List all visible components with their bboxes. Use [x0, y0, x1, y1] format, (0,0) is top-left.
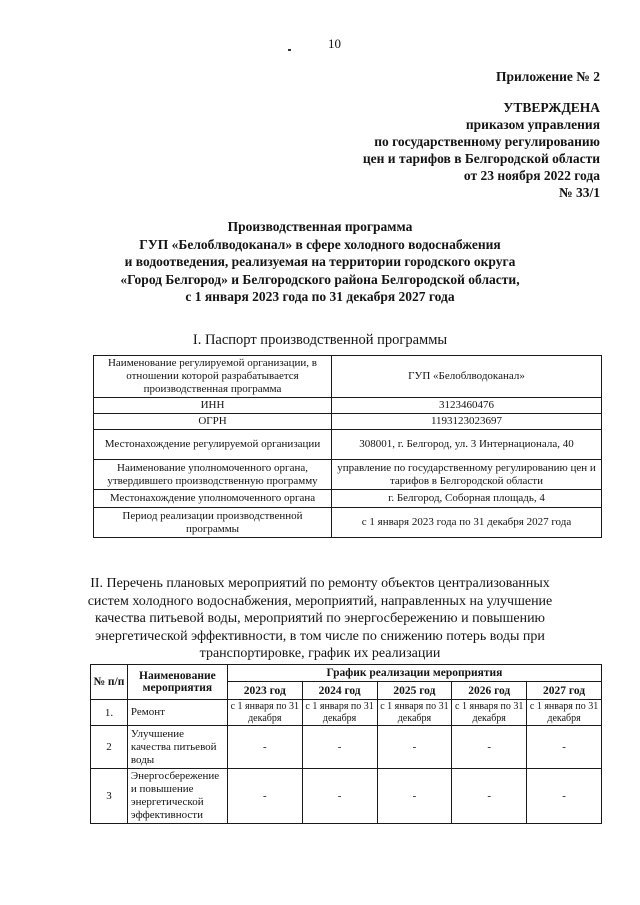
- row-name: Ремонт: [127, 700, 227, 726]
- title-line-1: Производственная программа: [227, 219, 413, 234]
- section2-line-5: транспортировке, график их реализации: [199, 646, 441, 661]
- table-row: [94, 356, 602, 398]
- table-row: [91, 700, 602, 726]
- column-header-name: Наименование мероприятия: [127, 665, 227, 700]
- empty-cell: -: [302, 726, 377, 769]
- approval-block: [300, 68, 600, 201]
- period-cell: с 1 января по 31 декабря: [377, 700, 452, 726]
- empty-cell: -: [527, 726, 602, 769]
- empty-cell: -: [227, 726, 302, 769]
- period-cell: с 1 января по 31 декабря: [527, 700, 602, 726]
- section2-title: [70, 575, 570, 663]
- row-label: Наименование уполномоченного органа, утвердившего производственную программу: [94, 460, 332, 490]
- document-title: [60, 218, 580, 306]
- table-row: [91, 726, 602, 769]
- approval-line-1: приказом управления: [465, 117, 600, 132]
- spacer: [300, 85, 600, 99]
- header-row: [91, 665, 602, 682]
- row-value: с 1 января 2023 года по 31 декабря 2027 года: [332, 508, 602, 538]
- empty-cell: -: [302, 769, 377, 824]
- row-number: 2: [91, 726, 128, 769]
- row-label: ИНН: [94, 398, 332, 414]
- row-number: 1.: [91, 700, 128, 726]
- approval-line-4: от 23 ноября 2022 года: [463, 168, 600, 183]
- table-row: [94, 460, 602, 490]
- row-value: 308001, г. Белгород, ул. 3 Интернационала, 40: [332, 430, 602, 460]
- table-row: [91, 769, 602, 824]
- row-label: Местонахождение регулируемой организации: [94, 430, 332, 460]
- section2-line-4: энергетической эффективности, в том числе по снижению потерь воды при: [95, 628, 545, 644]
- year-header: 2024 год: [302, 682, 377, 700]
- row-name: Энергосбережение и повышение энергетической эффективности: [127, 769, 227, 824]
- empty-cell: -: [377, 726, 452, 769]
- approved-label: УТВЕРЖДЕНА: [503, 100, 600, 115]
- period-cell: с 1 января по 31 декабря: [452, 700, 527, 726]
- column-header-schedule: График реализации мероприятия: [227, 665, 601, 682]
- empty-cell: -: [452, 726, 527, 769]
- table-row: [94, 414, 602, 430]
- empty-cell: -: [377, 769, 452, 824]
- scan-dot: [288, 49, 291, 51]
- year-header: 2023 год: [227, 682, 302, 700]
- row-number: 3: [91, 769, 128, 824]
- title-line-2: ГУП «Белоблводоканал» в сфере холодного водоснабжения: [139, 236, 501, 252]
- page-number: 10: [328, 36, 341, 51]
- empty-cell: -: [227, 769, 302, 824]
- section1-title: I. Паспорт производственной программы: [192, 332, 448, 348]
- table-row: [94, 508, 602, 538]
- period-cell: с 1 января по 31 декабря: [302, 700, 377, 726]
- section2-line-1: II. Перечень плановых мероприятий по ремонту объектов централизованных: [90, 576, 550, 591]
- appendix-label: Приложение № 2: [496, 69, 600, 84]
- row-label: ОГРН: [94, 414, 332, 430]
- table-row: [94, 398, 602, 414]
- passport-table: [93, 355, 602, 538]
- table-row: [94, 430, 602, 460]
- column-header-num: № п/п: [91, 665, 128, 700]
- approval-line-2: по государственному регулированию: [374, 134, 600, 149]
- row-value: г. Белгород, Соборная площадь, 4: [332, 490, 602, 508]
- row-label: Местонахождение уполномоченного органа: [94, 490, 332, 508]
- row-value: ГУП «Белоблводоканал»: [332, 356, 602, 398]
- section2-line-3: качества питьевой воды, мероприятий по энергосбережению и повышению: [94, 611, 546, 626]
- row-label: Наименование регулируемой организации, в отношении которой разрабатывается производственная программа: [94, 356, 332, 398]
- year-header: 2025 год: [377, 682, 452, 700]
- row-label: Период реализации производственной программы: [94, 508, 332, 538]
- approval-line-3: цен и тарифов в Белгородской области: [362, 151, 600, 166]
- year-header: 2026 год: [452, 682, 527, 700]
- row-value: управление по государственному регулированию цен и тарифов в Белгородской области: [332, 460, 602, 490]
- section2-line-2: систем холодного водоснабжения, мероприятий, направленных на улучшение: [87, 593, 553, 609]
- row-value: 1193123023697: [332, 414, 602, 430]
- title-line-5: с 1 января 2023 года по 31 декабря 2027 года: [185, 289, 455, 304]
- row-name: Улучшение качества питьевой воды: [127, 726, 227, 769]
- title-line-3: и водоотведения, реализуемая на территории городского округа: [124, 254, 516, 269]
- period-cell: с 1 января по 31 декабря: [227, 700, 302, 726]
- empty-cell: -: [452, 769, 527, 824]
- approval-line-5: № 33/1: [559, 185, 600, 200]
- row-value: 3123460476: [332, 398, 602, 414]
- year-header: 2027 год: [527, 682, 602, 700]
- plan-table: [90, 664, 602, 824]
- title-line-4: «Город Белгород» и Белгородского района Белгородской области,: [120, 271, 520, 287]
- empty-cell: -: [527, 769, 602, 824]
- table-row: [94, 490, 602, 508]
